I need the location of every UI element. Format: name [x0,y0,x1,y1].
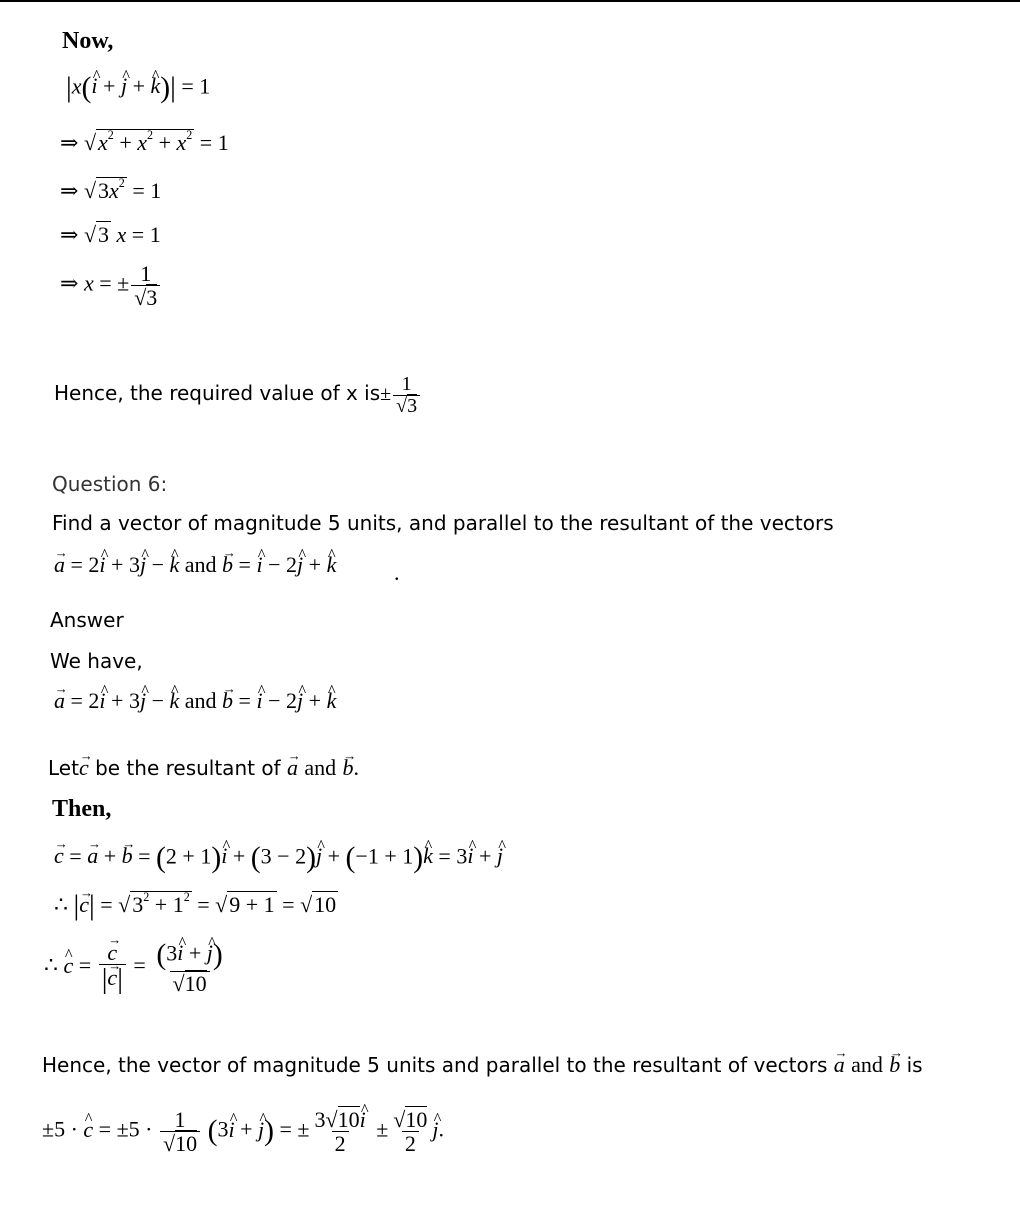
hence-value-line: Hence, the required value of x is± $\frac{1}{√3}$ [54,374,422,417]
implies-symbol: ⇒ [60,177,79,203]
and-word: and [184,688,217,713]
implies-symbol: ⇒ [60,270,79,296]
and-word: and [851,1052,883,1077]
and-word: and [184,552,217,577]
final-answer-equation: ±5 · ^ c = ±5 · $\frac{1}{√10}$ (3^ i + ^ j) = ± $\frac{3√10\^{} i}{2}$ ± $\frac{√10}{2}$ ^ j. [42,1108,444,1155]
answer-heading: Answer [50,608,124,632]
hence-value-text: Hence, the required value of x is [54,381,381,406]
equation-step-1: ⇒ $√x^2 + x^2 + x^2 = 1$ [60,128,229,155]
magnitude-equation: ∴ |→ $c| = √3^2 + 1^2 = √9 + 1 = √10$ [54,890,338,923]
equation-rhs: = 1 [199,129,229,155]
let-line: Let→ c be the resultant of → a and → b. [48,755,359,781]
resultant-equation: → c = → a + → b = (2 + 1)^ i + (3 − 2)^ j + (−1 + 1)^ k = 3^ i + ^ j [54,842,503,875]
top-border [0,0,1020,2]
period-mark: . [394,560,400,585]
equation-rhs: = 1 [131,222,161,247]
now-label: Now, [62,28,114,54]
we-have-label: We have, [50,649,143,673]
question-heading: Question 6: [52,472,168,496]
and-word: and [304,755,337,780]
question-text: Find a vector of magnitude 5 units, and parallel to the resultant of the vectors [52,511,834,535]
equation-rhs: = 1 [181,73,211,99]
final-statement-text: Hence, the vector of magnitude 5 units and parallel to the resultant of vectors [42,1053,828,1077]
equation-magnitude: |x(^ i + ^ j + ^ k)| = 1 [66,72,210,105]
equation-step-4: ⇒ x = ± $\frac{1}{√3}$ [60,262,162,309]
question-vectors: → a = 2^ i + 3^ j − ^ k and → b = ^ i − 2^ j + ^ k [54,552,336,578]
answer-vectors: → a = 2^ i + 3^ j − ^ k and → b = ^ i − 2^ j + ^ k [54,688,336,714]
final-statement-line: Hence, the vector of magnitude 5 units and parallel to the resultant of vectors → a and → b is [42,1052,923,1078]
let-prefix: Let [48,756,79,780]
equation-step-3: ⇒ √3 x = 1 [60,222,161,247]
unit-vector-equation: ∴ ^ c = → $\frac{c}{|\to c|}$ = $\frac{(3\^{} i + \^{} j)}{√10}$ [44,940,228,995]
then-label: Then, [52,796,112,822]
let-mid: be the resultant of [95,756,281,780]
implies-symbol: ⇒ [60,129,79,155]
equation-rhs: = 1 [132,177,162,203]
is-word: is [906,1053,923,1077]
equation-step-2: ⇒ $√3x^2 = 1$ [60,176,162,203]
implies-symbol: ⇒ [60,222,79,247]
